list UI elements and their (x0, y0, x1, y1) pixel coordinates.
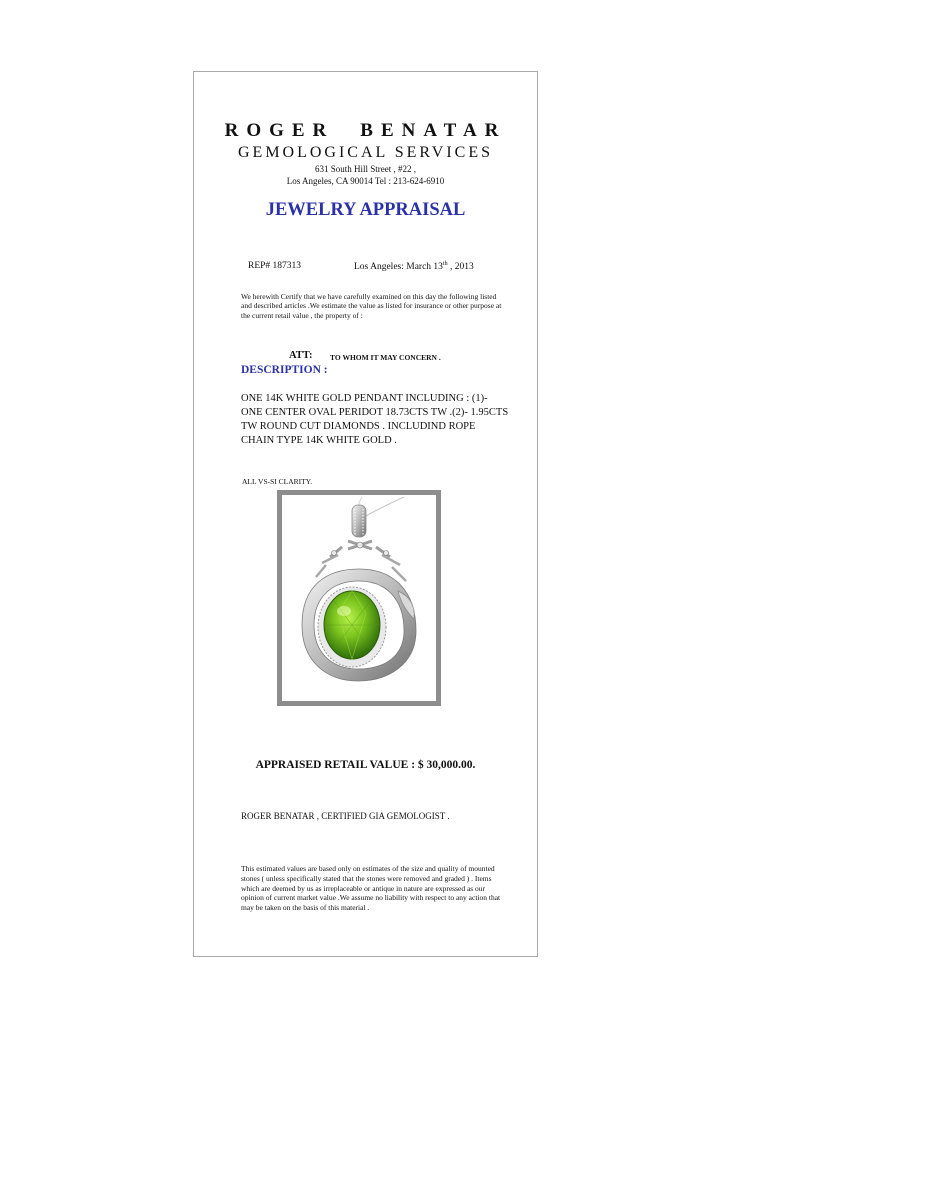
address-line-2: Los Angeles, CA 90014 Tel : 213-624-6910 (286, 176, 445, 186)
clarity-note: ALL VS-SI CLARITY. (242, 477, 313, 486)
company-subtitle: GEMOLOGICAL SERVICES (237, 144, 493, 161)
gemologist-signature-line: ROGER BENATAR , CERTIFIED GIA GEMOLOGIST . (241, 811, 450, 821)
att-recipient: TO WHOM IT MAY CONCERN . (330, 353, 441, 362)
peridot-pendant-image (282, 495, 436, 701)
address-line-1: 631 South Hill Street , #22 , (315, 164, 416, 174)
date-prefix: Los Angeles: March 13 (354, 262, 443, 273)
company-name-last: BENATAR (360, 120, 507, 141)
document-title: JEWELRY APPRAISAL (265, 200, 466, 220)
certification-paragraph: We herewith Certify that we have carefully examined on this day the following listed and described articles .We estimate the value as listed for insurance or other purpose at the current retail value , the property of : (241, 292, 502, 320)
date-year: , 2013 (447, 262, 474, 273)
rep-number: REP# 187313 (248, 261, 302, 271)
att-label: ATT: (289, 350, 313, 361)
appraised-retail-value: APPRAISED RETAIL VALUE : $ 30,000.00. (255, 759, 476, 771)
company-name-first: ROGER (224, 120, 335, 141)
date-ordinal-suffix: th (442, 261, 448, 267)
description-heading: DESCRIPTION : (241, 364, 328, 376)
appraisal-date (354, 261, 474, 272)
disclaimer-paragraph: This estimated values are based only on estimates of the size and quality of mounted stones ( unless specifically stated that the stones were removed and graded ) . Items which are deemed by us as irreplaceable or antique in nature are expressed as our opinion of current market value .We assume no liability with respect to any action that may be taken on the basis of this material . (241, 864, 501, 913)
appraisal-document (193, 71, 538, 957)
description-text: ONE 14K WHITE GOLD PENDANT INCLUDING : (1)-ONE CENTER OVAL PERIDOT 18.73CTS TW .(2)- 1.95CTS TW ROUND CUT DIAMONDS . INCLUDIND ROPE CHAIN TYPE 14K WHITE GOLD . (241, 393, 509, 446)
company-name (194, 120, 537, 142)
bail (352, 505, 366, 537)
pendant-photo (277, 490, 441, 706)
